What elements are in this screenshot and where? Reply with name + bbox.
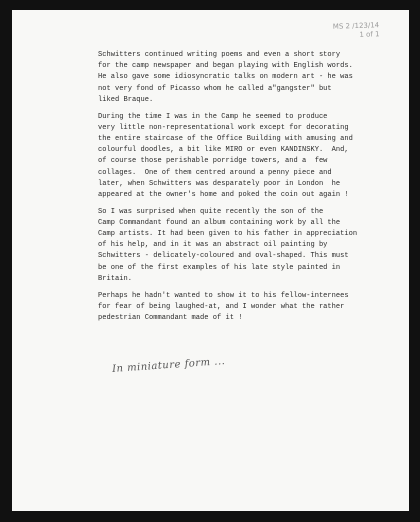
text-line: for the camp newspaper and began playing with English words. — [98, 62, 353, 71]
text-line: So I was surprised when quite recently the son of the — [98, 207, 324, 216]
text-line: be one of the first examples of his late style painted in — [98, 263, 341, 272]
text-line: Schwitters - delicately-coloured and oval-shaped. This must — [98, 252, 349, 261]
text-line: later, when Schwitters was desparately poor in London he — [98, 179, 341, 188]
text-line: Schwitters continued writing poems and even a short story — [98, 51, 341, 59]
text-line: collages. One of them centred around a penny piece and — [98, 168, 332, 177]
text-line: appeared at the owner's home and poked the coin out again ! — [98, 190, 349, 199]
paragraph — [98, 112, 398, 202]
text-line: pedestrian Commandant made of it ! — [98, 313, 243, 322]
typed-text — [98, 50, 398, 330]
text-line: of his help, and in it was an abstract oil painting by — [98, 241, 328, 250]
paragraph — [98, 207, 398, 285]
text-line: Britain. — [98, 274, 132, 283]
text-line: liked Braque. — [98, 95, 154, 104]
archive-ref-line: 1 of 1 — [358, 30, 380, 39]
paragraph — [98, 291, 398, 325]
text-line: During the time I was in the Camp he seemed to produce — [98, 112, 328, 121]
text-line: Perhaps he hadn't wanted to show it to his fellow-internees — [98, 291, 349, 300]
text-line: very little non-representational work except for decorating — [98, 123, 349, 132]
text-line: not very fond of Picasso whom he called a"gangster" but — [98, 84, 332, 93]
archive-reference — [332, 21, 379, 41]
text-line: He also gave some idiosyncratic talks on modern art - he was — [98, 73, 353, 82]
archive-ref-line: MS 2 /123/14 — [332, 21, 379, 31]
paragraph — [98, 50, 398, 106]
text-line: of course those perishable porridge towers, and a few — [98, 157, 328, 166]
text-line: for fear of being laughed-at, and I wonder what the rather — [98, 302, 345, 311]
text-line: Camp Commandant found an album containing work by all the — [98, 218, 341, 227]
text-line: the entire staircase of the Office Building with amusing and — [98, 134, 353, 143]
text-line: colourful doodles, a bit like MIRO or even KANDINSKY. And, — [98, 146, 349, 155]
handwritten-note: In miniature form ... — [111, 356, 226, 375]
text-line: Camp artists. It had been given to his father in appreciation — [98, 230, 358, 239]
document-page — [12, 10, 409, 511]
